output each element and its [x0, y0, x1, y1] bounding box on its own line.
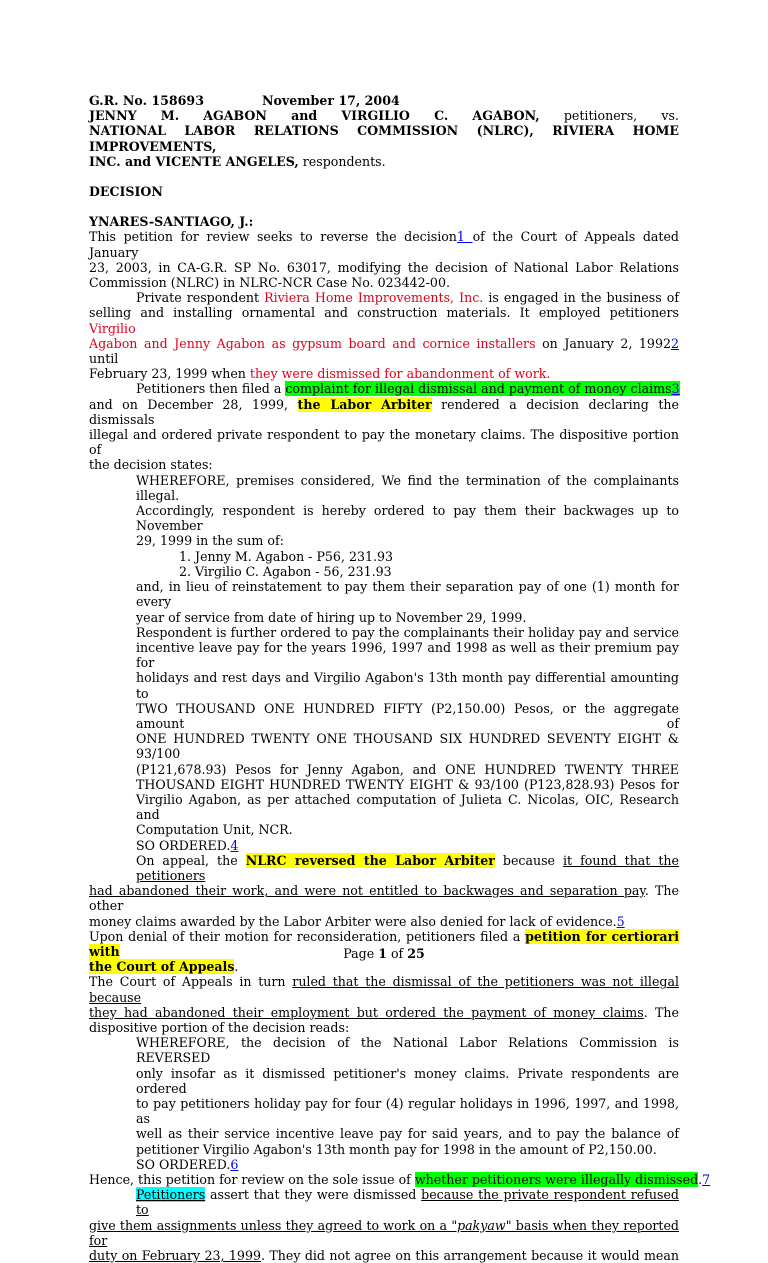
highlight-labor-arbiter: the Labor Arbiter	[297, 396, 432, 412]
quote-court-of-appeals: WHEREFORE, the decision of the National Labor Relations Commission is REVERSED only insofar as it dismissed petitioner's money claims. Private respondents are ordered to pay petitioners holiday pay for four (4) regular holidays in 1996, 1997, and 1998, as well as their service incentive leave pay for said years, and to pay the balance of petitioner Virgilio Agabon's 13th month pay for 1998 in the amount of P2,150.00. SO ORDERED.6	[136, 1035, 679, 1172]
decision-body	[89, 93, 711, 1263]
caption-line-3: INC. and VICENTE ANGELES, respondents.	[89, 153, 386, 169]
decision-date: November 17, 2004	[261, 93, 400, 108]
paragraph-1-line-3: Commission (NLRC) in NLRC-NCR Case No. 023442-00.	[89, 275, 450, 291]
paragraph-3-line-3: illegal and ordered private respondent to pay the monetary claims. The dispositive portion of	[89, 427, 679, 458]
footnote-link-6[interactable]: 6	[230, 1156, 239, 1172]
paragraph-3-line-2: and on December 28, 1999, the Labor Arbiter rendered a decision declaring the dismissals	[89, 396, 679, 427]
current-page: 1	[378, 946, 387, 961]
paragraph-2-line-2: selling and installing ornamental and construction materials. It employed petitioners Virgilio	[89, 305, 679, 336]
paragraph-6-line-2: they had abandoned their employment but ordered the payment of money claims. The	[89, 1004, 679, 1020]
footnote-link-3[interactable]: 3	[671, 381, 680, 397]
paragraph-4-line-2: had abandoned their work, and were not entitled to backwages and separation pay. The other	[89, 883, 679, 914]
paragraph-8-line-2: give them assignments unless they agreed to work on a "pakyaw" basis when they reported for	[89, 1217, 679, 1248]
case-number-line	[89, 93, 679, 108]
paragraph-3-line-1: Petitioners then filed a complaint for illegal dismissal and payment of money claims3	[136, 381, 680, 397]
ponente: YNARES-SANTIAGO, J.:	[89, 214, 254, 230]
paragraph-2-line-3: Agabon and Jenny Agabon as gypsum board and cornice installers on January 2, 19922 until	[89, 335, 679, 367]
footnote-link-5[interactable]: 5	[616, 913, 625, 929]
paragraph-8-line-1: Petitioners assert that they were dismissed because the private respondent refused to	[136, 1187, 679, 1218]
paragraph-7-line-1: Hence, this petition for review on the sole issue of whether petitioners were illegally dismissed.7	[89, 1172, 711, 1188]
paragraph-5-line-2: the Court of Appeals.	[89, 959, 239, 975]
paragraph-2-line-4: February 23, 1999 when they were dismissed for abandonment of work.	[89, 366, 551, 382]
footnote-link-4[interactable]: 4	[230, 837, 239, 853]
highlight-certiorari: petition for certiorari with	[89, 928, 679, 959]
caption-line-2: NATIONAL LABOR RELATIONS COMMISSION (NLRC), RIVIERA HOME IMPROVEMENTS,	[89, 123, 679, 154]
total-pages: 25	[407, 946, 425, 961]
highlight-nlrc-reversed: NLRC reversed the Labor Arbiter	[245, 852, 495, 868]
paragraph-6-line-3: dispositive portion of the decision reads:	[89, 1019, 350, 1035]
paragraph-6-line-1: The Court of Appeals in turn ruled that the dismissal of the petitioners was not illegal because	[89, 974, 679, 1005]
paragraph-4-line-3: money claims awarded by the Labor Arbiter were also denied for lack of evidence.5	[89, 913, 625, 929]
page-footer: Page 1 of 25	[343, 946, 425, 961]
paragraph-3-line-4: the decision states:	[89, 457, 213, 473]
gr-number: G.R. No. 158693	[89, 93, 204, 108]
caption-line-1: JENNY M. AGABON and VIRGILIO C. AGABON, petitioners, vs.	[89, 108, 679, 124]
highlight-sole-issue: whether petitioners were illegally dismissed	[414, 1172, 699, 1188]
paragraph-4-line-1: On appeal, the NLRC reversed the Labor Arbiter because it found that the petitioners	[136, 852, 679, 883]
list-item: 2. Virgilio C. Agabon - 56, 231.93	[179, 563, 392, 579]
footnote-link-1[interactable]: 1	[456, 229, 473, 245]
paragraph-1-line-2: 23, 2003, in CA-G.R. SP No. 63017, modifying the decision of National Labor Relations	[89, 259, 679, 275]
paragraph-1-line-1: This petition for review seeks to reverse the decision1 of the Court of Appeals dated January	[89, 229, 679, 260]
list-item: 1. Jenny M. Agabon - P56, 231.93	[179, 548, 394, 564]
footnote-link-2[interactable]: 2	[670, 335, 679, 351]
paragraph-8-line-3: duty on February 23, 1999. They did not agree on this arrangement because it would mean	[89, 1248, 679, 1263]
highlight-petitioners: Petitioners	[136, 1187, 206, 1203]
decision-title: DECISION	[89, 184, 163, 200]
paragraph-5-line-1: Upon denial of their motion for reconsideration, petitioners filed a petition for certiorari with	[89, 928, 679, 959]
footnote-link-7[interactable]: 7	[702, 1172, 711, 1188]
paragraph-2-line-1: Private respondent Riviera Home Improvements, Inc. is engaged in the business of	[136, 290, 679, 306]
quote-labor-arbiter: WHEREFORE, premises considered, We find the termination of the complainants illegal. Accordingly, respondent is hereby ordered to pay them their backwages up to November 29, 1999 in the sum of: 1. Jenny M. Agabon - P56, 231.93 2. Virgilio C. Agabon - 56, 231.93 and, in lieu of reinstatement to pay them their separation pay of one (1) month for every year of service from date of hiring up to November 29, 1999. Respondent is further ordered to pay the complainants their holiday pay and service incentive leave pay for the years 1996, 1997 and 1998 as well as their premium pay for holidays and rest days and Virgilio Agabon's 13th month pay differential amounting to TWO THOUSAND ONE HUNDRED FIFTY (P2,150.00) Pesos, or the aggregate amount of ONE HUNDRED TWENTY ONE THOUSAND SIX HUNDRED SEVENTY EIGHT & 93/100 (P121,678.93) Pesos for Jenny Agabon, and ONE HUNDRED TWENTY THREE THOUSAND EIGHT HUNDRED TWENTY EIGHT & 93/100 (P123,828.93) Pesos for Virgilio Agabon, as per attached computation of Julieta C. Nicolas, OIC, Research and Computation Unit, NCR. SO ORDERED.4	[89, 473, 679, 853]
highlight-complaint: complaint for illegal dismissal and payment of money claims	[285, 381, 672, 397]
